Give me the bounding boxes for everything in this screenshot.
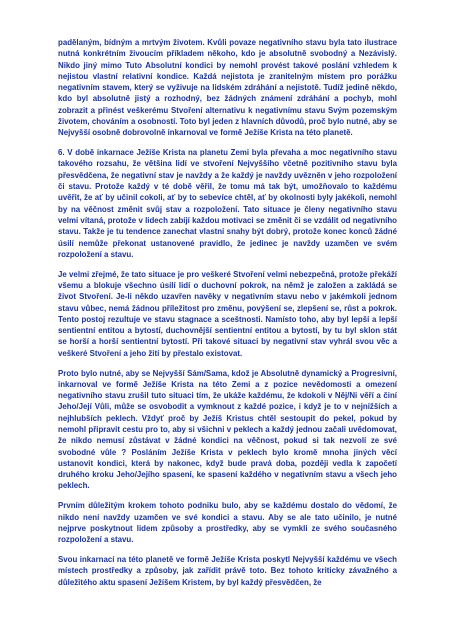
paragraph-5: Prvním důležitým krokem tohoto podniku bulo, aby se každému dostalo do vědomí, že nikdo není navždy uzamčen ve své kondici a stavu. Aby se ale tato učinilo, je nutné nejprve poskytnout lidem způsoby a prostředky, aby se vymkli ze svého současného rozpoložení a stavu. (58, 501, 397, 545)
paragraph-4: Proto bylo nutné, aby se Nejvyšší Sám/Sama, kdož je Absolutně dynamický a Progresivní, inkarnoval ve formě Ježíše Krista na této Zemi a z pozice nevědomosti a omezení negativního stavu zrušil tuto situaci tím, že ukáže každému, že kdokoli v Něj/Ni věří a činí Jeho/Její Vůli, může se osvobodit a vymknout z každé pozice, i když je to v nejnižších a nejhlubších peklech. Vždyť proč by Ježíš Kristus chtěl sestoupit do pekel, pokud by nemohl připravit cestu pro to, aby si všichni v peklech a každý jednou začali uvědomovat, že nikdo nemusí zůstávat v žádné kondici na věčnost, pokud si tak nezvolí ze své svobodné vůle ? Posláním Ježíše Krista v peklech bylo kromě mnoha jiných věcí ustanovit kondici, která by nakonec, když bude pravá doba, později vedla k započetí druhého kroku Jeho/Jejího spasení, ke spasení každého v negativním stavu a všech jeho peklech. (58, 368, 397, 491)
paragraph-6: Svou inkarnací na této planetě ve formě Ježíše Krista poskytl Nejvyšší každému ve všech místech prostředky a způsoby, jak zařídit právě toto. Bez tohoto kriticky závažného a důležitého aktu spasení Ježíšem Kristem, by byl každý přesvědčen, že (58, 554, 397, 587)
paragraph-3: Je velmi zřejmé, že tato situace je pro veškeré Stvoření velmi nebezpečná, protože překáží všemu a blokuje všechno úsilí lidí o duchovní pokrok, na němž je založen a zakládá se život Stvoření. Je-li někdo uzavřen navěky v negativním stavu nebo v jakémkoli jednom stavu vůbec, nemá žádnou příležitost pro změnu, povýšení se, zlepšení se, růst a pokrok. Tento postoj rezultuje ve stavu stagnace a sceštnosti. Namísto toho, aby byl lepší a lepší sentientní entitou a bytostí, duchovnější sentientní entitou a bytostí, by tu byl sklon stát se horší a horší sentientní bytostí. Při takové situaci by negativní stav vyhrál svou věc a veškeré Stvoření a jeho žití by přestalo existovat. (58, 269, 397, 358)
paragraph-1: padělaným, bídným a mrtvým životem. Kvůli povaze negativního stavu byla tato ilustrace nutná konkrétním živoucím příkladem někoho, kdo je absolutně svobodný a Nezávislý. Nikdo jiný mimo Tuto Absolutní kondici by nemohl provést takové poslání vzhledem k nejistou vlastní relativní kondice. Každá nejistota je zranitelným místem pro porážku negativním stavem, který se vyživuje na lidském zdráhání a nejistotě. Tudíž jedině někdo, kdo byl absolutně jistý a rozhodný, bez žádných známení zdráhání a pochyb, mohl zobrazit a přinést veškerému Stvoření alternativu k negativnímu stavu Svým pozemským životem, chováním a osobností. Toto byl jeden z hlavních důvodů, proč bylo nutné, aby se Nejvyšší osobně dobrovolně inkarnoval ve formě Ježíše Krista na této planetě. (58, 38, 397, 138)
paragraph-2: 6. V době inkarnace Ježíše Krista na planetu Zemi byla převaha a moc negativního stavu takového rozsahu, že většina lidí ve stvoření Nejvyššího včetně pozitivního stavu byla přesvědčena, že negativní stav je navždy a že každý je navždy uvězněn v jeho rozpoložení či stavu. Protože každý v té době věřil, že tomu má tak být, umožňovalo to každému uvěřit, že ať by učinil cokoli, ať by to sebevíce chtěl, ať by okolnosti byly jakékoli, nemohl by na věčnost změnit svůj stav a rozpoložení. Tato situace je členy negativního stavu velmi vítaná, protože v lidech zabíjí každou motivaci se změnit či se vzdálit od negativního stavu. Takže je tu tendence zanechat vlastní snahy být dobrý, protože konec konců žádné úsilí nemůže překonat ustanovené pravidlo, že jedinec je navždy uzamčen ve svém rozpoložení a stavu. (58, 148, 397, 259)
document-body (58, 37, 397, 596)
